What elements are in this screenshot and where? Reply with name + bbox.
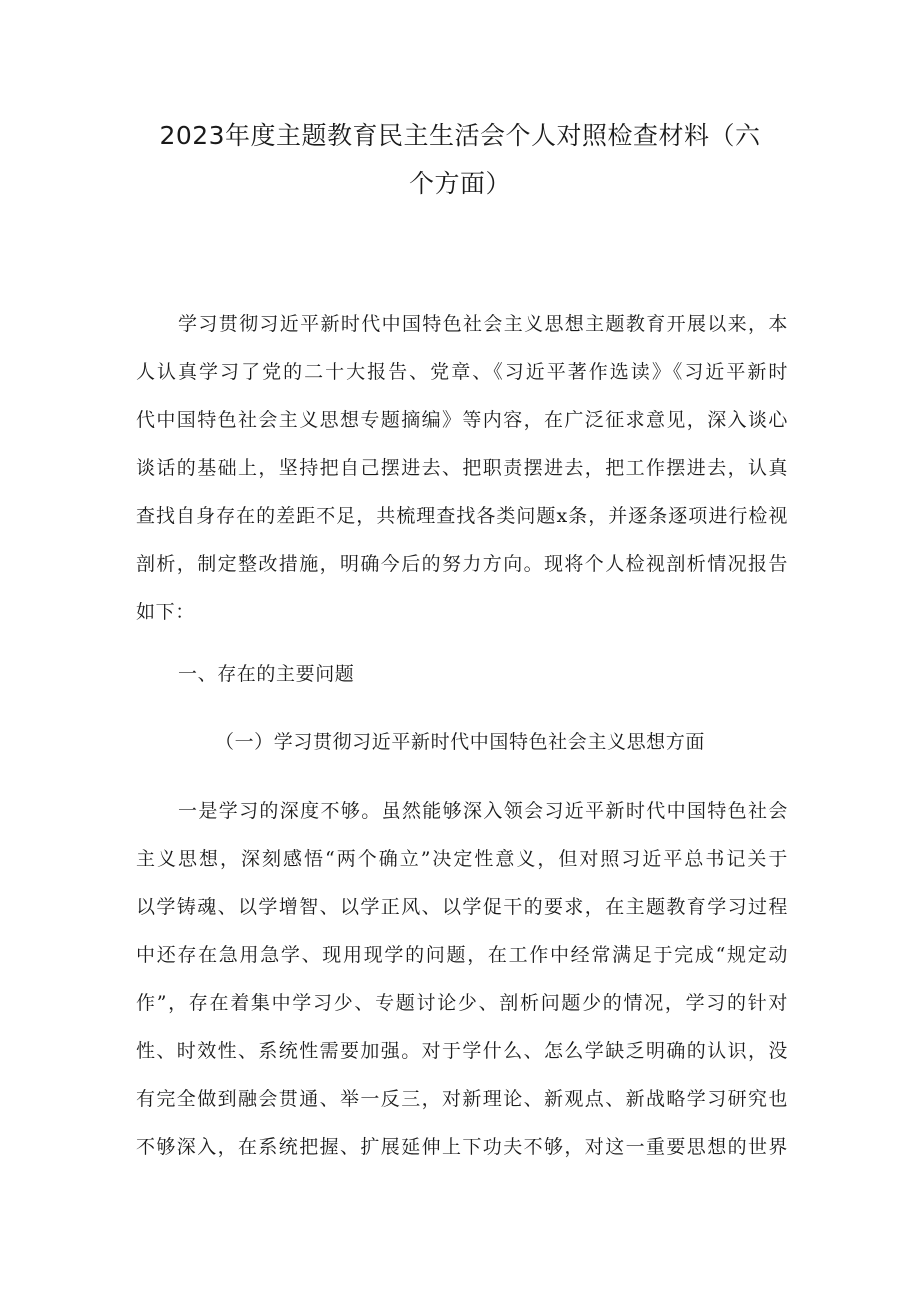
paragraph-line: 如下： <box>136 601 195 623</box>
title-line-1: 2023年度主题教育民主生活会个人对照检查材料（六 <box>159 121 761 150</box>
paragraph-line: 性、时效性、系统性需要加强。对于学什么、怎么学缺乏明确的认识，没 <box>136 1040 788 1062</box>
paragraph-line: 以学铸魂、以学增智、以学正风、以学促干的要求，在主题教育学习过程 <box>136 896 788 918</box>
section-heading <box>136 650 788 698</box>
title-line-2: 个方面） <box>408 169 511 198</box>
document-title <box>120 112 800 208</box>
paragraph-line: 查找自身存在的差距不足，共梳理查找各类问题x条，并逐条逐项进行检视 <box>136 505 788 527</box>
paragraph-line: 有完全做到融会贯通、举一反三，对新理论、新观点、新战略学习研究也 <box>136 1088 788 1110</box>
section-heading-text: 一、存在的主要问题 <box>178 663 355 685</box>
subsection-heading: （一）学习贯彻习近平新时代中国特色社会主义思想方面 <box>214 731 705 753</box>
paragraph-line: 学习贯彻习近平新时代中国特色社会主义思想主题教育开展以来，本 <box>178 313 788 335</box>
paragraph-line: 中还存在急用急学、现用现学的问题，在工作中经常满足于完成“规定动 <box>136 944 788 966</box>
paragraph-line: 主义思想，深刻感悟“两个确立”决定性意义，但对照习近平总书记关于 <box>136 848 788 870</box>
paragraph-line: 一是学习的深度不够。虽然能够深入领会习近平新时代中国特色社会 <box>178 800 788 822</box>
paragraph-line: 作”，存在着集中学习少、专题讨论少、剖析问题少的情况，学习的针对 <box>136 992 788 1014</box>
paragraph-line: 剖析，制定整改措施，明确今后的努力方向。现将个人检视剖析情况报告 <box>136 553 788 575</box>
point-one-paragraph <box>136 787 788 1171</box>
paragraph-line: 谈话的基础上，坚持把自己摆进去、把职责摆进去，把工作摆进去，认真 <box>136 457 788 479</box>
paragraph-line: 不够深入，在系统把握、扩展延伸上下功夫不够，对这一重要思想的世界 <box>136 1136 788 1158</box>
paragraph-line: 代中国特色社会主义思想专题摘编》等内容，在广泛征求意见，深入谈心 <box>136 409 788 431</box>
intro-paragraph <box>136 300 788 636</box>
paragraph-line: 人认真学习了党的二十大报告、党章、《习近平著作选读》《习近平新时 <box>136 361 788 383</box>
